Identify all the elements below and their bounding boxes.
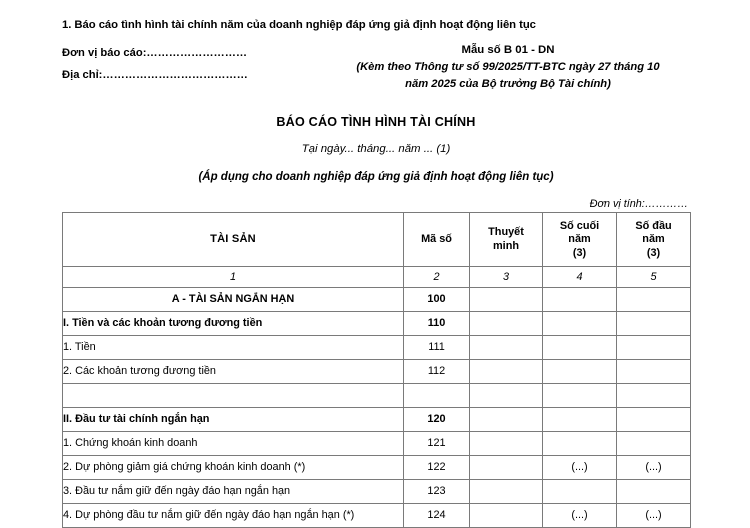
row-value-end-of-year [543,384,617,408]
row-code: 110 [404,312,470,336]
row-code: 100 [404,288,470,312]
form-number: Mẫu số B 01 - DN [461,44,555,57]
row-code: 121 [404,432,470,456]
table-row [63,456,691,480]
row-label: 4. Dự phòng đầu tư nắm giữ đến ngày đáo hạn ngắn hạn (*) [63,504,404,528]
row-value-begin-of-year: (...) [617,456,691,480]
table-row [63,504,691,528]
identity-block [62,42,690,92]
report-date-line: Tại ngày... tháng... năm ... (1) [301,143,451,156]
circular-reference-line-1: (Kèm theo Thông tư số 99/2025/TT-BTC ngày 27 tháng 10 [356,61,660,74]
column-header-begin-of-year [617,213,691,267]
row-value-begin-of-year [617,336,691,360]
column-number-row [63,267,691,288]
row-value-end-of-year [543,360,617,384]
row-value-end-of-year: (...) [543,456,617,480]
column-header-end-of-year [543,213,617,267]
row-value-end-of-year [543,480,617,504]
row-value-end-of-year [543,432,617,456]
row-label: I. Tiền và các khoản tương đương tiền [63,312,404,336]
row-value-begin-of-year [617,360,691,384]
table-row [63,288,691,312]
row-note [470,360,543,384]
row-label: 2. Các khoản tương đương tiền [63,360,404,384]
table-header-row [63,213,691,267]
column-header-end-line-3: (3) [572,246,587,259]
row-note [470,504,543,528]
row-value-end-of-year: (...) [543,504,617,528]
currency-unit-label: Đơn vị tính:………… [589,197,688,210]
row-label: 1. Chứng khoán kinh doanh [63,432,404,456]
column-header-end-line-1: Số cuối [559,219,600,232]
row-value-end-of-year [543,312,617,336]
row-code: 124 [404,504,470,528]
column-number-2: 2 [404,267,470,288]
row-value-begin-of-year: (...) [617,504,691,528]
row-value-begin-of-year [617,480,691,504]
row-value-begin-of-year [617,384,691,408]
table-header [63,213,691,288]
row-label [63,384,404,408]
column-header-note-line-2: minh [492,239,519,252]
row-code: 122 [404,456,470,480]
row-code: 112 [404,360,470,384]
row-note [470,456,543,480]
row-value-end-of-year [543,408,617,432]
row-label: 3. Đầu tư nắm giữ đến ngày đáo hạn ngắn hạn [63,480,404,504]
column-header-begin-line-1: Số đầu [635,219,672,232]
row-value-begin-of-year [617,408,691,432]
address-label: Địa chỉ:………………………………… [62,68,248,81]
row-code: 123 [404,480,470,504]
row-label: 2. Dự phòng giảm giá chứng khoán kinh doanh (*) [63,456,404,480]
circular-reference-line-2: năm 2025 của Bộ trưởng Bộ Tài chính) [405,77,611,90]
column-header-begin-line-2: năm [642,233,665,246]
column-number-5: 5 [617,267,691,288]
table-body [63,288,691,528]
form-reference-block [328,42,688,92]
table-row [63,432,691,456]
column-header-note [470,213,543,267]
row-note [470,312,543,336]
row-code: 111 [404,336,470,360]
row-code [404,384,470,408]
row-label: A - TÀI SẢN NGẮN HẠN [63,288,404,312]
row-value-end-of-year [543,288,617,312]
row-note [470,480,543,504]
column-header-begin-line-3: (3) [646,246,661,259]
row-note [470,288,543,312]
row-note [470,336,543,360]
table-row [63,336,691,360]
report-title: BÁO CÁO TÌNH HÌNH TÀI CHÍNH [276,114,476,129]
table-row [63,384,691,408]
table-row [63,408,691,432]
reporting-unit-label: Đơn vị báo cáo:……………………… [62,47,248,60]
financial-position-table [62,212,691,528]
reporting-entity-block [62,42,248,86]
column-header-end-line-2: năm [568,233,591,246]
row-note [470,384,543,408]
column-header-note-line-1: Thuyết [488,226,524,239]
column-header-assets: TÀI SẢN [63,213,404,267]
report-title-block [62,114,690,186]
row-value-end-of-year [543,336,617,360]
column-number-4: 4 [543,267,617,288]
column-header-code: Mã số [404,213,470,267]
row-label: II. Đầu tư tài chính ngắn hạn [63,408,404,432]
row-value-begin-of-year [617,312,691,336]
row-label: 1. Tiền [63,336,404,360]
row-note [470,408,543,432]
row-value-begin-of-year [617,288,691,312]
column-number-1: 1 [63,267,404,288]
column-number-3: 3 [470,267,543,288]
document-heading: 1. Báo cáo tình hình tài chính năm của doanh nghiệp đáp ứng giả định hoạt động liên tục [62,19,536,31]
report-scope-line: (Áp dụng cho doanh nghiệp đáp ứng giả định hoạt động liên tục) [198,171,554,184]
table-row [63,312,691,336]
row-value-begin-of-year [617,432,691,456]
table-row [63,360,691,384]
table-row [63,480,691,504]
row-note [470,432,543,456]
row-code: 120 [404,408,470,432]
